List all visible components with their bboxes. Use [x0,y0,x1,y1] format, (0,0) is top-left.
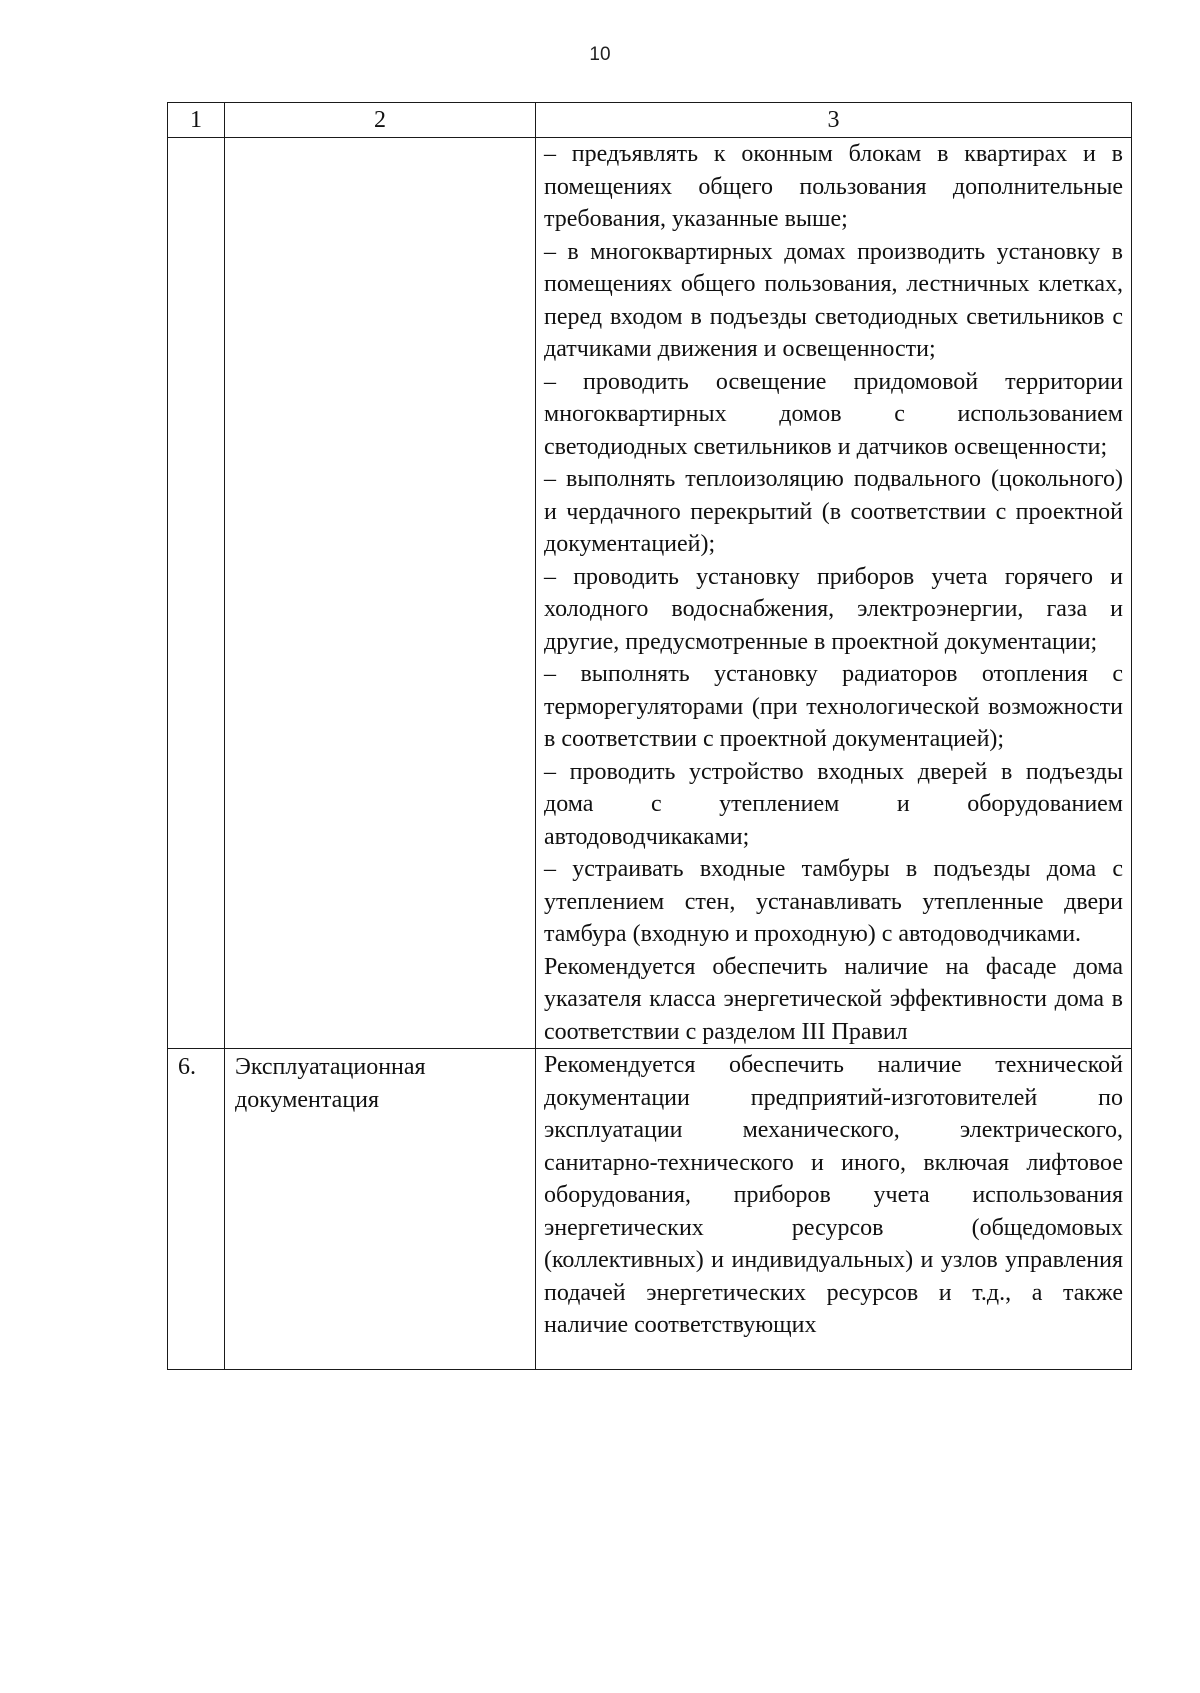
row-requirements-cell [536,138,1132,1049]
requirement-paragraph: – выполнять теплоизоляцию подвального (цокольного) и чердачного перекрытий (в соответствии с проектной документацией); [544,466,1123,557]
row-name-cell [225,138,536,1049]
row-requirements-cell [536,1049,1132,1370]
recommendation-paragraph: Рекомендуется обеспечить наличие на фасаде дома указателя класса энергетической эффективности дома в соответствии с разделом III Правил [544,953,1123,1045]
requirement-paragraph: – предъявлять к оконным блокам в квартирах и в помещениях общего пользования дополнительные требования, указанные выше; [544,141,1123,232]
requirement-paragraph: – устраивать входные тамбуры в подъезды дома с утеплением стен, устанавливать утепленные двери тамбура (входную и проходную) с автодоводчиками. [544,856,1123,947]
requirement-paragraph: – проводить установку приборов учета горячего и холодного водоснабжения, электроэнергии, газа и другие, предусмотренные в проектной документации; [544,563,1123,655]
recommendation-paragraph: Рекомендуется обеспечить наличие технической документации предприятий-изготовителей по эксплуатации механического, электрического, санитарно-технического и иного, включая лифтовое оборудования, приборов учета использования энергетических ресурсов (общедомовых (коллективных) и индивидуальных) и узлов управления подачей энергетических ресурсов и т.д., а также наличие соответствующих [544,1052,1123,1338]
header-cell-2: 2 [225,103,536,138]
row-number-cell [168,138,225,1049]
requirement-paragraph: – проводить устройство входных дверей в подъезды дома с утеплением и оборудованием автодоводчикаками; [544,758,1123,850]
row-number-cell: 6. [168,1049,225,1370]
row-name-cell: Эксплуатационная документация [225,1049,536,1370]
requirements-table [167,102,1132,1370]
requirement-paragraph: – в многоквартирных домах производить установку в помещениях общего пользования, лестничных клетках, перед входом в подъезды светодиодных светильников с датчиками движения и освещенности; [544,238,1123,362]
page-number: 10 [589,44,611,65]
table-row-6 [168,1049,1132,1370]
table-header-row [168,103,1132,138]
table-row-continued [168,138,1132,1049]
header-cell-1: 1 [168,103,225,138]
requirement-paragraph: – выполнять установку радиаторов отопления с терморегуляторами (при технологической возможности в соответствии с проектной документацией); [544,661,1123,752]
header-cell-3: 3 [536,103,1132,138]
requirement-paragraph: – проводить освещение придомовой территории многоквартирных домов с использованием светодиодных светильников и датчиков освещенности; [544,368,1123,460]
